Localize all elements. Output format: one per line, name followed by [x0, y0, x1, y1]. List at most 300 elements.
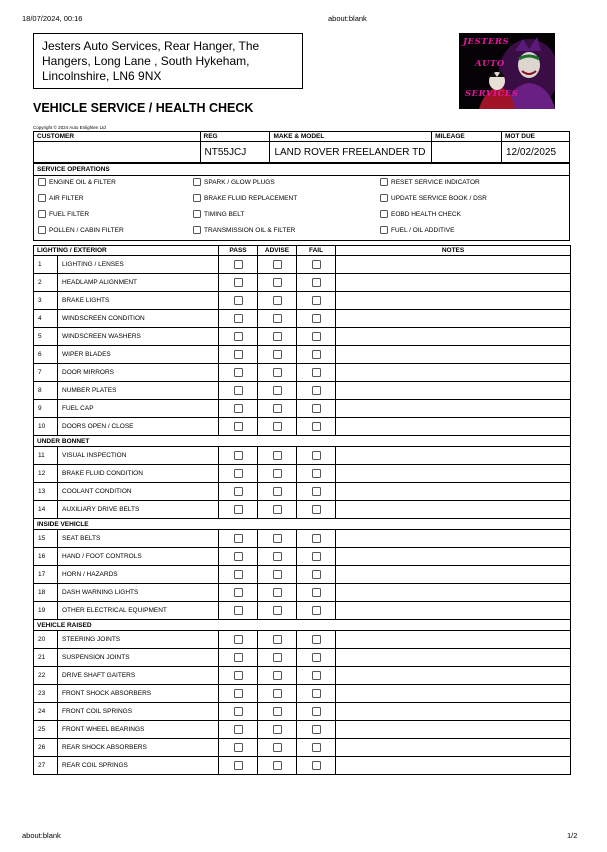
notes-cell[interactable] — [336, 465, 571, 483]
advise-checkbox[interactable] — [273, 588, 282, 597]
fail-checkbox[interactable] — [312, 350, 321, 359]
fail-checkbox[interactable] — [312, 332, 321, 341]
advise-checkbox[interactable] — [273, 707, 282, 716]
advise-checkbox[interactable] — [273, 350, 282, 359]
pass-checkbox[interactable] — [234, 761, 243, 770]
advise-checkbox[interactable] — [273, 278, 282, 287]
pass-cell — [219, 346, 258, 364]
fail-cell — [297, 530, 336, 548]
section-heading: VEHICLE RAISED — [34, 620, 571, 631]
pass-checkbox[interactable] — [234, 707, 243, 716]
page-number: 1/2 — [567, 831, 578, 840]
item-number: 15 — [34, 530, 58, 548]
table-row — [34, 721, 571, 739]
item-number: 5 — [34, 328, 58, 346]
item-label: BRAKE FLUID CONDITION — [58, 465, 219, 483]
advise-checkbox[interactable] — [273, 743, 282, 752]
item-label: LIGHTING / LENSES — [58, 256, 219, 274]
table-row — [34, 566, 571, 584]
business-address: Jesters Auto Services, Rear Hanger, The Hangers, Long Lane , South Hykeham, Lincolnshire, LN6 9NX — [33, 33, 303, 89]
fail-checkbox[interactable] — [312, 588, 321, 597]
pass-checkbox[interactable] — [234, 487, 243, 496]
advise-checkbox[interactable] — [273, 552, 282, 561]
service-option[interactable] — [38, 210, 89, 218]
item-label: FRONT SHOCK ABSORBERS — [58, 685, 219, 703]
pass-cell — [219, 739, 258, 757]
advise-checkbox[interactable] — [273, 689, 282, 698]
service-option[interactable] — [38, 178, 116, 186]
service-option[interactable] — [380, 178, 480, 186]
fail-cell — [297, 757, 336, 775]
advise-checkbox[interactable] — [273, 332, 282, 341]
notes-cell[interactable] — [336, 292, 571, 310]
service-option-checkbox[interactable] — [193, 194, 201, 202]
item-label: AUXILIARY DRIVE BELTS — [58, 501, 219, 519]
section-heading: UNDER BONNET — [34, 436, 571, 447]
table-row — [34, 418, 571, 436]
pass-cell — [219, 310, 258, 328]
make-model-header: MAKE & MODEL — [270, 132, 432, 142]
notes-cell[interactable] — [336, 328, 571, 346]
service-option[interactable] — [193, 226, 295, 234]
item-label: DOOR MIRRORS — [58, 364, 219, 382]
table-row — [34, 530, 571, 548]
table-row — [34, 465, 571, 483]
mileage-header: MILEAGE — [432, 132, 502, 142]
fail-cell — [297, 328, 336, 346]
service-option-label: BRAKE FLUID REPLACEMENT — [204, 194, 298, 202]
item-label: WINDSCREEN CONDITION — [58, 310, 219, 328]
pass-checkbox[interactable] — [234, 314, 243, 323]
item-label: COOLANT CONDITION — [58, 483, 219, 501]
fail-checkbox[interactable] — [312, 689, 321, 698]
mot-due-header: MOT DUE — [502, 132, 570, 142]
notes-cell[interactable] — [336, 602, 571, 620]
item-number: 17 — [34, 566, 58, 584]
notes-cell[interactable] — [336, 530, 571, 548]
fail-checkbox[interactable] — [312, 505, 321, 514]
section-row — [34, 519, 571, 530]
item-number: 4 — [34, 310, 58, 328]
fail-cell — [297, 566, 336, 584]
fail-cell — [297, 292, 336, 310]
notes-cell[interactable] — [336, 418, 571, 436]
table-row — [34, 685, 571, 703]
item-number: 26 — [34, 739, 58, 757]
advise-checkbox[interactable] — [273, 761, 282, 770]
service-operations-box — [33, 163, 570, 241]
advise-cell — [258, 310, 297, 328]
section-row — [34, 436, 571, 447]
advise-checkbox[interactable] — [273, 653, 282, 662]
pass-checkbox[interactable] — [234, 552, 243, 561]
fail-checkbox[interactable] — [312, 451, 321, 460]
health-check-table — [33, 245, 571, 775]
service-option-checkbox[interactable] — [38, 194, 46, 202]
fail-checkbox[interactable] — [312, 487, 321, 496]
table-row — [34, 602, 571, 620]
table-row — [34, 310, 571, 328]
service-option[interactable] — [380, 210, 461, 218]
fail-cell — [297, 465, 336, 483]
item-label: HEADLAMP ALIGNMENT — [58, 274, 219, 292]
fail-checkbox[interactable] — [312, 386, 321, 395]
customer-value[interactable] — [34, 142, 201, 163]
pass-checkbox[interactable] — [234, 404, 243, 413]
fail-checkbox[interactable] — [312, 606, 321, 615]
jesters-logo — [459, 33, 555, 109]
service-option-checkbox[interactable] — [193, 178, 201, 186]
item-number: 7 — [34, 364, 58, 382]
item-number: 3 — [34, 292, 58, 310]
item-number: 21 — [34, 649, 58, 667]
mot-due-value[interactable]: 12/02/2025 — [502, 142, 570, 163]
item-label: HORN / HAZARDS — [58, 566, 219, 584]
pass-checkbox[interactable] — [234, 422, 243, 431]
service-option-checkbox[interactable] — [38, 226, 46, 234]
item-label: DRIVE SHAFT GAITERS — [58, 667, 219, 685]
advise-checkbox[interactable] — [273, 451, 282, 460]
service-option[interactable] — [38, 194, 84, 202]
table-row — [34, 703, 571, 721]
pass-checkbox[interactable] — [234, 534, 243, 543]
notes-cell[interactable] — [336, 757, 571, 775]
fail-checkbox[interactable] — [312, 278, 321, 287]
pass-checkbox[interactable] — [234, 350, 243, 359]
pass-cell — [219, 465, 258, 483]
fail-cell — [297, 739, 336, 757]
advise-cell — [258, 649, 297, 667]
table-row — [34, 328, 571, 346]
item-label: DOORS OPEN / CLOSE — [58, 418, 219, 436]
pass-checkbox[interactable] — [234, 671, 243, 680]
notes-cell[interactable] — [336, 584, 571, 602]
service-option-checkbox[interactable] — [380, 178, 388, 186]
notes-cell[interactable] — [336, 566, 571, 584]
pass-cell — [219, 364, 258, 382]
notes-cell[interactable] — [336, 346, 571, 364]
customer-header: CUSTOMER — [34, 132, 201, 142]
advise-checkbox[interactable] — [273, 386, 282, 395]
service-option-label: TRANSMISSION OIL & FILTER — [204, 226, 296, 234]
table-row — [34, 757, 571, 775]
logo-word-3: SERVICES — [465, 89, 519, 99]
service-option-checkbox[interactable] — [380, 194, 388, 202]
fail-checkbox[interactable] — [312, 422, 321, 431]
service-option-label: EOBD HEALTH CHECK — [391, 210, 461, 218]
fail-cell — [297, 364, 336, 382]
notes-cell[interactable] — [336, 274, 571, 292]
pass-checkbox[interactable] — [234, 451, 243, 460]
fail-checkbox[interactable] — [312, 314, 321, 323]
pass-cell — [219, 274, 258, 292]
service-option[interactable] — [38, 226, 124, 234]
pass-checkbox[interactable] — [234, 606, 243, 615]
pass-checkbox[interactable] — [234, 505, 243, 514]
fail-checkbox[interactable] — [312, 368, 321, 377]
service-option[interactable] — [193, 194, 297, 202]
table-row — [34, 346, 571, 364]
table-row — [34, 400, 571, 418]
fail-checkbox[interactable] — [312, 707, 321, 716]
advise-cell — [258, 685, 297, 703]
service-option-label: ENGINE OIL & FILTER — [49, 178, 116, 186]
advise-cell — [258, 447, 297, 465]
table-row — [34, 584, 571, 602]
item-number: 16 — [34, 548, 58, 566]
item-number: 22 — [34, 667, 58, 685]
advise-checkbox[interactable] — [273, 606, 282, 615]
notes-cell[interactable] — [336, 685, 571, 703]
advise-checkbox[interactable] — [273, 368, 282, 377]
service-option-checkbox[interactable] — [193, 210, 201, 218]
service-option-checkbox[interactable] — [380, 210, 388, 218]
table-header-row — [34, 246, 571, 256]
pass-checkbox[interactable] — [234, 368, 243, 377]
table-row — [34, 548, 571, 566]
notes-cell[interactable] — [336, 649, 571, 667]
fail-cell — [297, 548, 336, 566]
fail-cell — [297, 256, 336, 274]
advise-cell — [258, 346, 297, 364]
fail-cell — [297, 483, 336, 501]
pass-cell — [219, 501, 258, 519]
advise-checkbox[interactable] — [273, 505, 282, 514]
fail-checkbox[interactable] — [312, 552, 321, 561]
item-label: BRAKE LIGHTS — [58, 292, 219, 310]
advise-checkbox[interactable] — [273, 671, 282, 680]
notes-cell[interactable] — [336, 703, 571, 721]
notes-cell[interactable] — [336, 400, 571, 418]
pass-cell — [219, 400, 258, 418]
pass-checkbox[interactable] — [234, 588, 243, 597]
fail-checkbox[interactable] — [312, 761, 321, 770]
advise-cell — [258, 400, 297, 418]
table-row — [34, 501, 571, 519]
pass-cell — [219, 328, 258, 346]
item-number: 23 — [34, 685, 58, 703]
advise-cell — [258, 631, 297, 649]
notes-cell[interactable] — [336, 483, 571, 501]
service-option-checkbox[interactable] — [38, 210, 46, 218]
service-option[interactable] — [193, 178, 275, 186]
fail-cell — [297, 685, 336, 703]
pass-checkbox[interactable] — [234, 469, 243, 478]
pass-checkbox[interactable] — [234, 689, 243, 698]
pass-checkbox[interactable] — [234, 386, 243, 395]
fail-cell — [297, 602, 336, 620]
advise-cell — [258, 667, 297, 685]
page-title: VEHICLE SERVICE / HEALTH CHECK — [33, 101, 254, 115]
fail-checkbox[interactable] — [312, 404, 321, 413]
pass-cell — [219, 418, 258, 436]
service-option-label: RESET SERVICE INDICATOR — [391, 178, 480, 186]
advise-checkbox[interactable] — [273, 296, 282, 305]
notes-cell[interactable] — [336, 667, 571, 685]
fail-checkbox[interactable] — [312, 469, 321, 478]
advise-checkbox[interactable] — [273, 635, 282, 644]
pass-checkbox[interactable] — [234, 743, 243, 752]
pass-cell — [219, 703, 258, 721]
notes-cell[interactable] — [336, 501, 571, 519]
fail-checkbox[interactable] — [312, 296, 321, 305]
pass-cell — [219, 548, 258, 566]
advise-cell — [258, 274, 297, 292]
pass-cell — [219, 447, 258, 465]
fail-cell — [297, 667, 336, 685]
item-label: WINDSCREEN WASHERS — [58, 328, 219, 346]
item-label: FRONT COIL SPRINGS — [58, 703, 219, 721]
pass-checkbox[interactable] — [234, 296, 243, 305]
advise-cell — [258, 530, 297, 548]
service-option-checkbox[interactable] — [380, 226, 388, 234]
fail-checkbox[interactable] — [312, 743, 321, 752]
notes-cell[interactable] — [336, 548, 571, 566]
advise-cell — [258, 256, 297, 274]
pass-cell — [219, 602, 258, 620]
notes-cell[interactable] — [336, 382, 571, 400]
item-number: 24 — [34, 703, 58, 721]
advise-cell — [258, 757, 297, 775]
pass-checkbox[interactable] — [234, 570, 243, 579]
service-option-checkbox[interactable] — [38, 178, 46, 186]
item-label: REAR SHOCK ABSORBERS — [58, 739, 219, 757]
table-row — [34, 382, 571, 400]
fail-column-header: FAIL — [297, 246, 336, 256]
fail-cell — [297, 310, 336, 328]
advise-cell — [258, 739, 297, 757]
fail-cell — [297, 400, 336, 418]
service-operations-heading: SERVICE OPERATIONS — [37, 166, 110, 173]
logo-word-1: JESTERS — [463, 37, 510, 47]
advise-checkbox[interactable] — [273, 469, 282, 478]
pass-cell — [219, 757, 258, 775]
advise-cell — [258, 721, 297, 739]
fail-checkbox[interactable] — [312, 534, 321, 543]
notes-column-header: NOTES — [336, 246, 571, 256]
advise-checkbox[interactable] — [273, 404, 282, 413]
item-number: 14 — [34, 501, 58, 519]
section-heading: INSIDE VEHICLE — [34, 519, 571, 530]
pass-cell — [219, 584, 258, 602]
vehicle-info-table — [33, 131, 570, 163]
pass-checkbox[interactable] — [234, 725, 243, 734]
item-number: 27 — [34, 757, 58, 775]
service-option[interactable] — [380, 194, 487, 202]
advise-column-header: ADVISE — [258, 246, 297, 256]
fail-checkbox[interactable] — [312, 570, 321, 579]
advise-checkbox[interactable] — [273, 570, 282, 579]
pass-cell — [219, 649, 258, 667]
fail-checkbox[interactable] — [312, 260, 321, 269]
fail-cell — [297, 447, 336, 465]
item-label: SUSPENSION JOINTS — [58, 649, 219, 667]
item-label: STEERING JOINTS — [58, 631, 219, 649]
service-option[interactable] — [193, 210, 244, 218]
advise-cell — [258, 364, 297, 382]
advise-cell — [258, 328, 297, 346]
print-url-bottom: about:blank — [22, 831, 61, 840]
fail-checkbox[interactable] — [312, 725, 321, 734]
pass-cell — [219, 530, 258, 548]
service-option[interactable] — [380, 226, 454, 234]
table-row — [34, 274, 571, 292]
item-label: FRONT WHEEL BEARINGS — [58, 721, 219, 739]
item-label: VISUAL INSPECTION — [58, 447, 219, 465]
notes-cell[interactable] — [336, 721, 571, 739]
item-label: SEAT BELTS — [58, 530, 219, 548]
advise-cell — [258, 418, 297, 436]
fail-cell — [297, 418, 336, 436]
advise-checkbox[interactable] — [273, 725, 282, 734]
item-label: NUMBER PLATES — [58, 382, 219, 400]
pass-checkbox[interactable] — [234, 260, 243, 269]
advise-checkbox[interactable] — [273, 260, 282, 269]
notes-cell[interactable] — [336, 739, 571, 757]
advise-checkbox[interactable] — [273, 422, 282, 431]
notes-cell[interactable] — [336, 310, 571, 328]
reg-value[interactable]: NT55JCJ — [200, 142, 270, 163]
notes-cell[interactable] — [336, 256, 571, 274]
make-model-value[interactable]: LAND ROVER FREELANDER TD — [270, 142, 432, 163]
advise-checkbox[interactable] — [273, 487, 282, 496]
print-url-top: about:blank — [328, 14, 367, 23]
fail-checkbox[interactable] — [312, 653, 321, 662]
advise-cell — [258, 483, 297, 501]
pass-cell — [219, 256, 258, 274]
notes-cell[interactable] — [336, 364, 571, 382]
advise-checkbox[interactable] — [273, 534, 282, 543]
item-number: 2 — [34, 274, 58, 292]
item-number: 10 — [34, 418, 58, 436]
fail-checkbox[interactable] — [312, 635, 321, 644]
advise-cell — [258, 501, 297, 519]
service-option-label: FUEL / OIL ADDITIVE — [391, 226, 455, 234]
item-number: 19 — [34, 602, 58, 620]
advise-checkbox[interactable] — [273, 314, 282, 323]
service-option-checkbox[interactable] — [193, 226, 201, 234]
item-number: 1 — [34, 256, 58, 274]
advise-cell — [258, 566, 297, 584]
pass-cell — [219, 382, 258, 400]
pass-cell — [219, 292, 258, 310]
item-number: 25 — [34, 721, 58, 739]
item-label: REAR COIL SPRINGS — [58, 757, 219, 775]
fail-cell — [297, 631, 336, 649]
item-label: OTHER ELECTRICAL EQUIPMENT — [58, 602, 219, 620]
section-row — [34, 620, 571, 631]
advise-cell — [258, 584, 297, 602]
fail-checkbox[interactable] — [312, 671, 321, 680]
mileage-value[interactable] — [432, 142, 502, 163]
service-option-label: POLLEN / CABIN FILTER — [49, 226, 124, 234]
notes-cell[interactable] — [336, 631, 571, 649]
item-number: 12 — [34, 465, 58, 483]
advise-cell — [258, 548, 297, 566]
table-row — [34, 364, 571, 382]
pass-checkbox[interactable] — [234, 332, 243, 341]
advise-cell — [258, 602, 297, 620]
service-option-label: TIMING BELT — [204, 210, 245, 218]
pass-checkbox[interactable] — [234, 278, 243, 287]
advise-cell — [258, 292, 297, 310]
pass-cell — [219, 667, 258, 685]
notes-cell[interactable] — [336, 447, 571, 465]
pass-checkbox[interactable] — [234, 635, 243, 644]
service-option-label: UPDATE SERVICE BOOK / DSR — [391, 194, 487, 202]
fail-cell — [297, 346, 336, 364]
pass-checkbox[interactable] — [234, 653, 243, 662]
